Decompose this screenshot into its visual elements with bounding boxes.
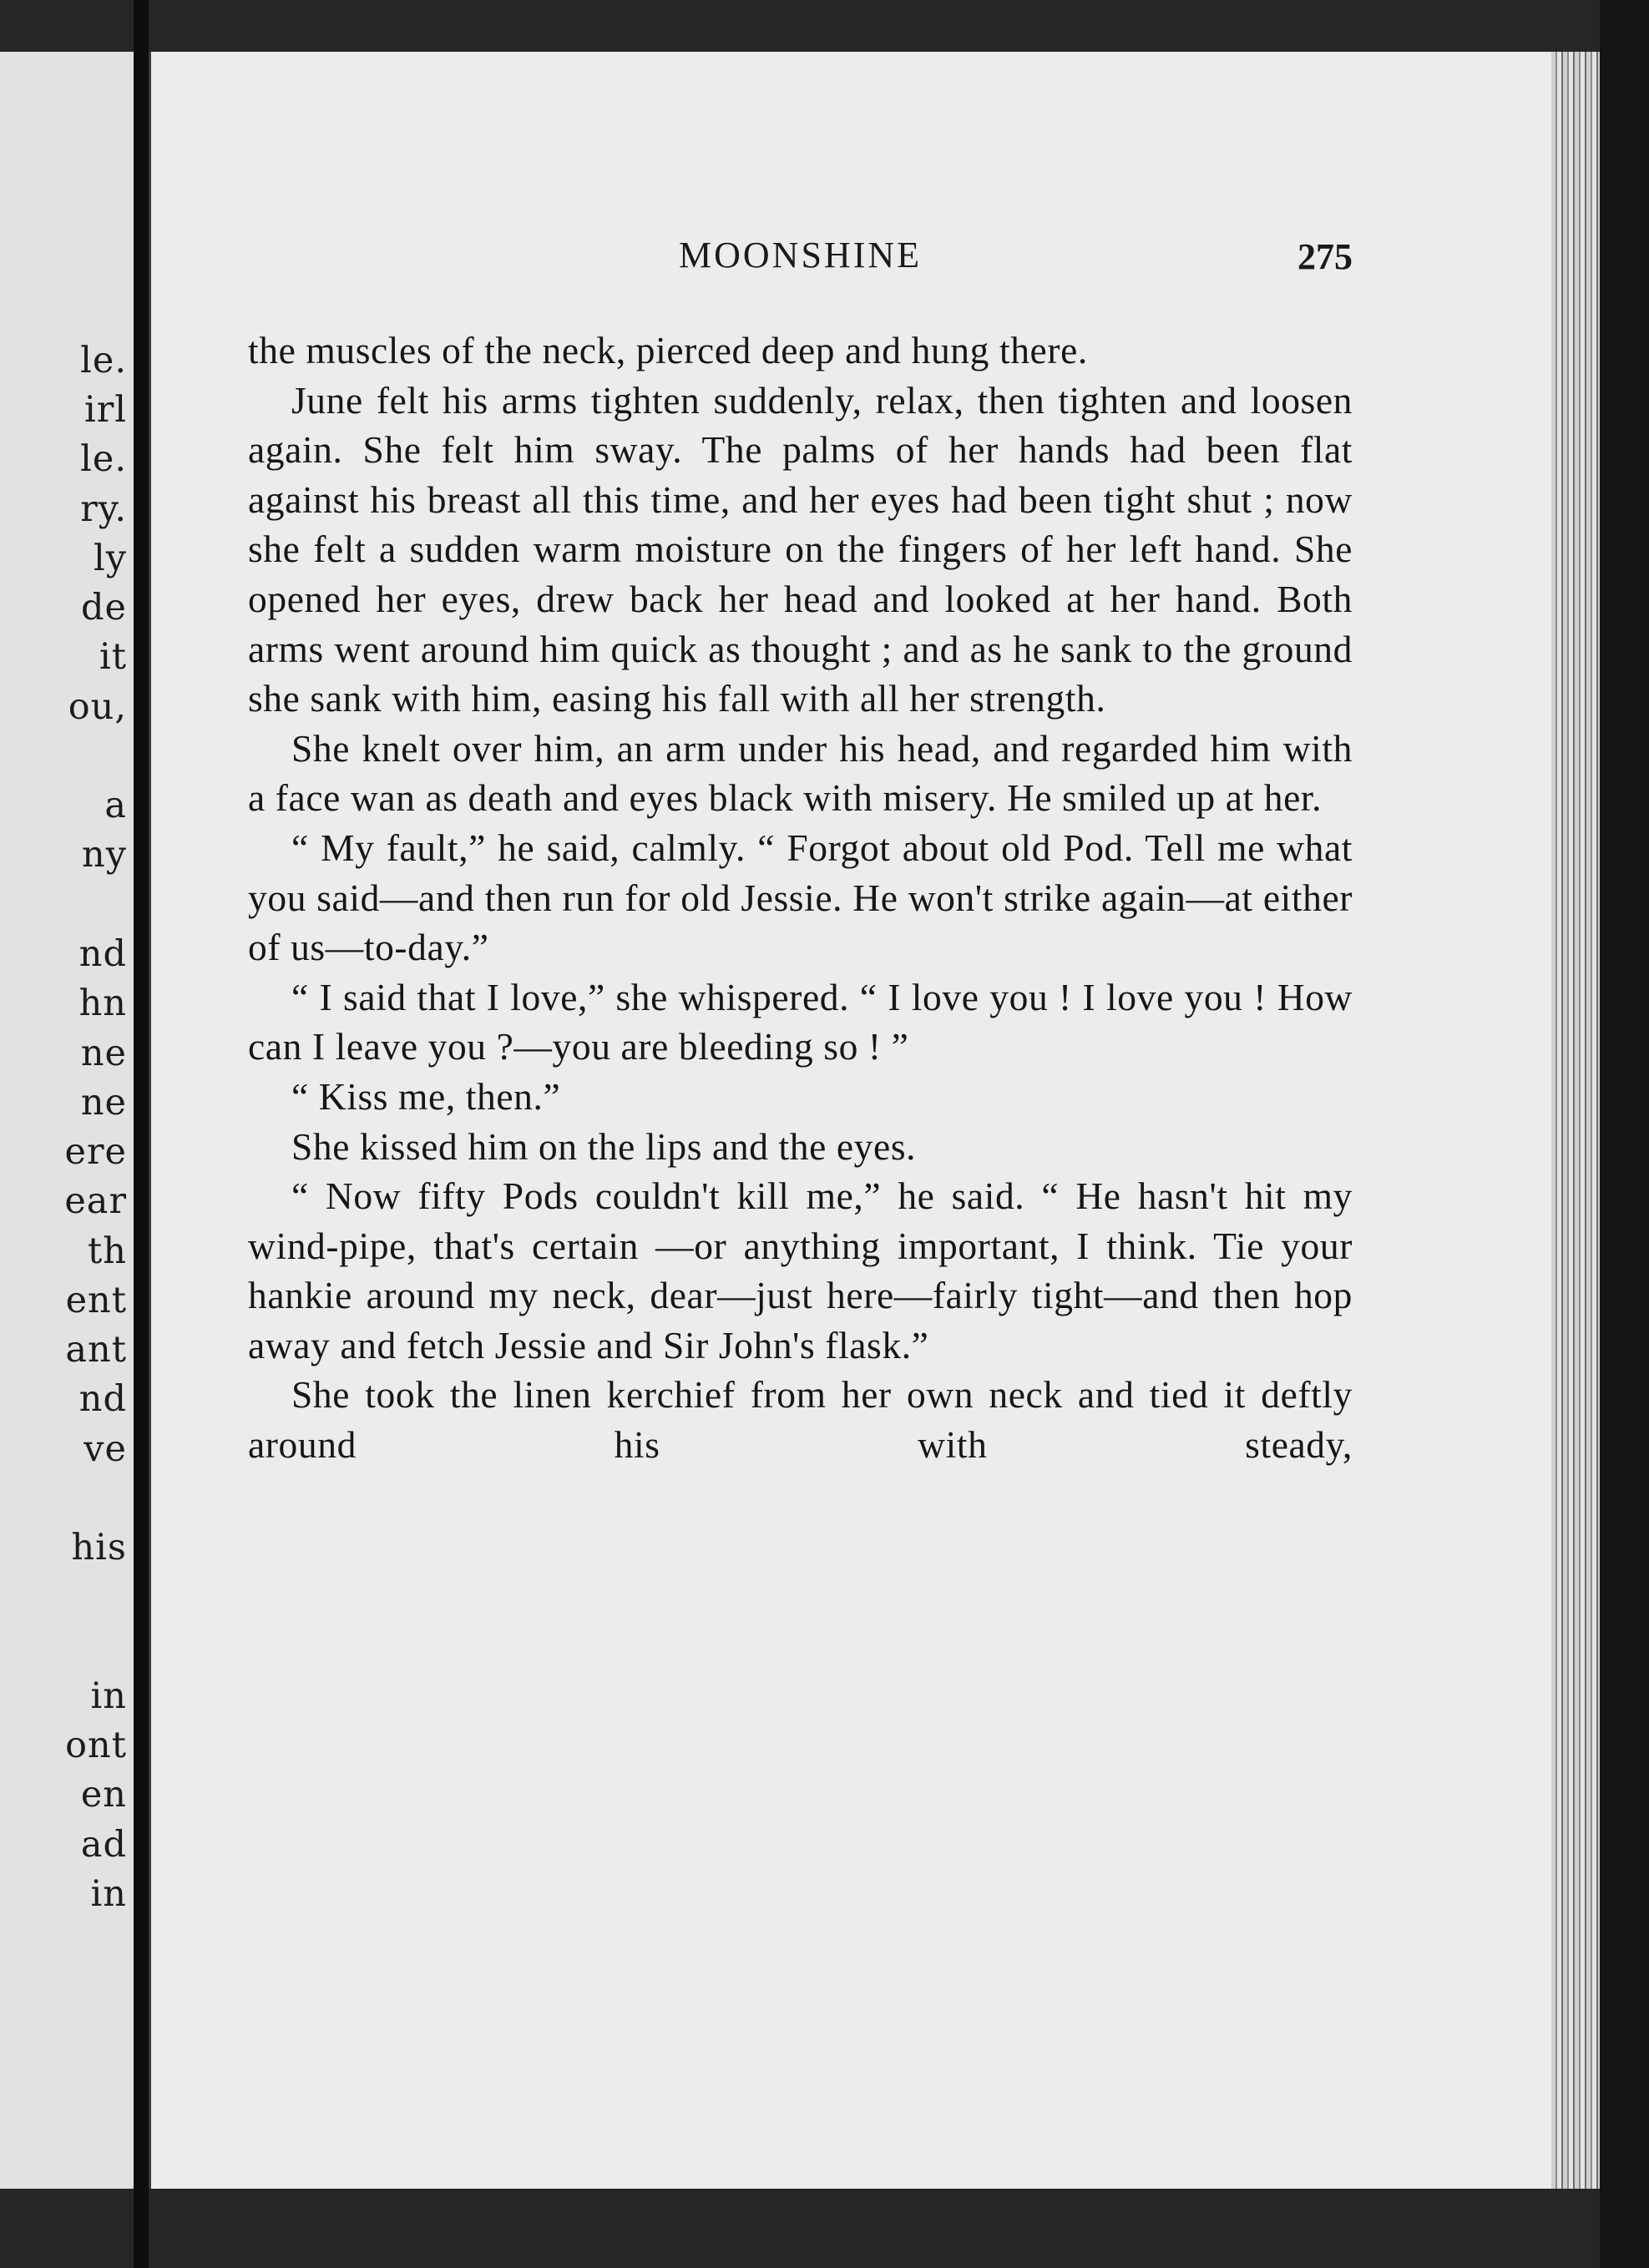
- left-page-fragment: ve: [83, 1428, 127, 1470]
- book-gutter: [134, 0, 149, 2268]
- scan-border: [1600, 0, 1649, 2268]
- paragraph: “ Now fifty Pods couldn't kill me,” he said. “ He hasn't hit my wind-pipe, that's certain —or anything important, I think. Tie your hankie around my neck, dear—just here—fairly tight—and then hop away and fetch Jessie and Sir John's flask.”: [248, 1174, 1353, 1366]
- paragraph: “ Kiss me, then.”: [291, 1074, 561, 1118]
- paragraph: the muscles of the neck, pierced deep and hung there.: [248, 329, 1088, 371]
- left-page-fragment: nd: [78, 933, 127, 975]
- left-page-edge: [0, 52, 134, 2189]
- left-page-fragment: de: [81, 587, 127, 629]
- left-page-fragment: ne: [80, 1082, 127, 1124]
- left-page-fragment: en: [80, 1774, 127, 1816]
- page-body: [248, 326, 1353, 1470]
- left-page-fragment: ad: [80, 1824, 127, 1866]
- left-page-fragment: ant: [65, 1329, 127, 1371]
- left-page-fragment: in: [90, 1675, 127, 1717]
- page-header: [248, 234, 1353, 287]
- left-page-fragment: le.: [80, 340, 127, 381]
- paragraph: “ I said that I love,” she whispered. “ I love you ! I love you ! How can I leave you ?—you are bleeding so ! ”: [248, 975, 1353, 1068]
- left-page-fragment: ny: [82, 834, 127, 876]
- left-page-fragment: his: [71, 1527, 127, 1568]
- left-page-fragment: nd: [78, 1378, 127, 1420]
- left-page-fragment: in: [90, 1873, 127, 1915]
- paragraph: She knelt over him, an arm under his head, and regarded him with a face wan as death and eyes black with misery. He smiled up at her.: [248, 726, 1353, 820]
- page-stack-edge: [1551, 52, 1600, 2189]
- left-page-fragment: ear: [64, 1180, 127, 1222]
- book-page: [149, 52, 1551, 2189]
- left-page-fragment: th: [88, 1230, 127, 1272]
- page-number: 275: [1297, 236, 1353, 277]
- left-page-fragment: ne: [80, 1033, 127, 1074]
- left-page-fragment: it: [99, 636, 127, 678]
- left-page-fragment: ont: [65, 1725, 127, 1766]
- left-page-fragment: ry.: [80, 488, 127, 530]
- running-head: MOONSHINE: [679, 235, 922, 275]
- left-page-fragment: a: [104, 785, 127, 826]
- left-page-fragment: ly: [93, 538, 127, 579]
- paragraph: She kissed him on the lips and the eyes.: [291, 1124, 917, 1168]
- left-page-fragment: hn: [78, 982, 127, 1024]
- paragraph: June felt his arms tighten suddenly, relax, then tighten and loosen again. She felt him sway. The palms of her hands had been flat against his breast all this time, and her eyes had been tight shut ; now she felt a sudden warm moisture on the fingers of her left hand. She opened her eyes, drew back her head and looked at her hand. Both arms went around him quick as thought ; and as he sank to the ground she sank with him, easing his fall with all her strength.: [248, 378, 1353, 720]
- left-page-fragment: le.: [80, 438, 127, 480]
- left-page-fragment: irl: [83, 389, 127, 431]
- left-page-fragment: ere: [64, 1131, 127, 1173]
- left-page-fragment: ent: [65, 1280, 127, 1321]
- paragraph: “ My fault,” he said, calmly. “ Forgot about old Pod. Tell me what you said—and then run for old Jessie. He won't strike again—at either of us—to-day.”: [248, 826, 1353, 969]
- left-page-fragment: ou,: [68, 686, 127, 728]
- paragraph: She took the linen kerchief from her own neck and tied it deftly around his with steady,: [248, 1373, 1353, 1467]
